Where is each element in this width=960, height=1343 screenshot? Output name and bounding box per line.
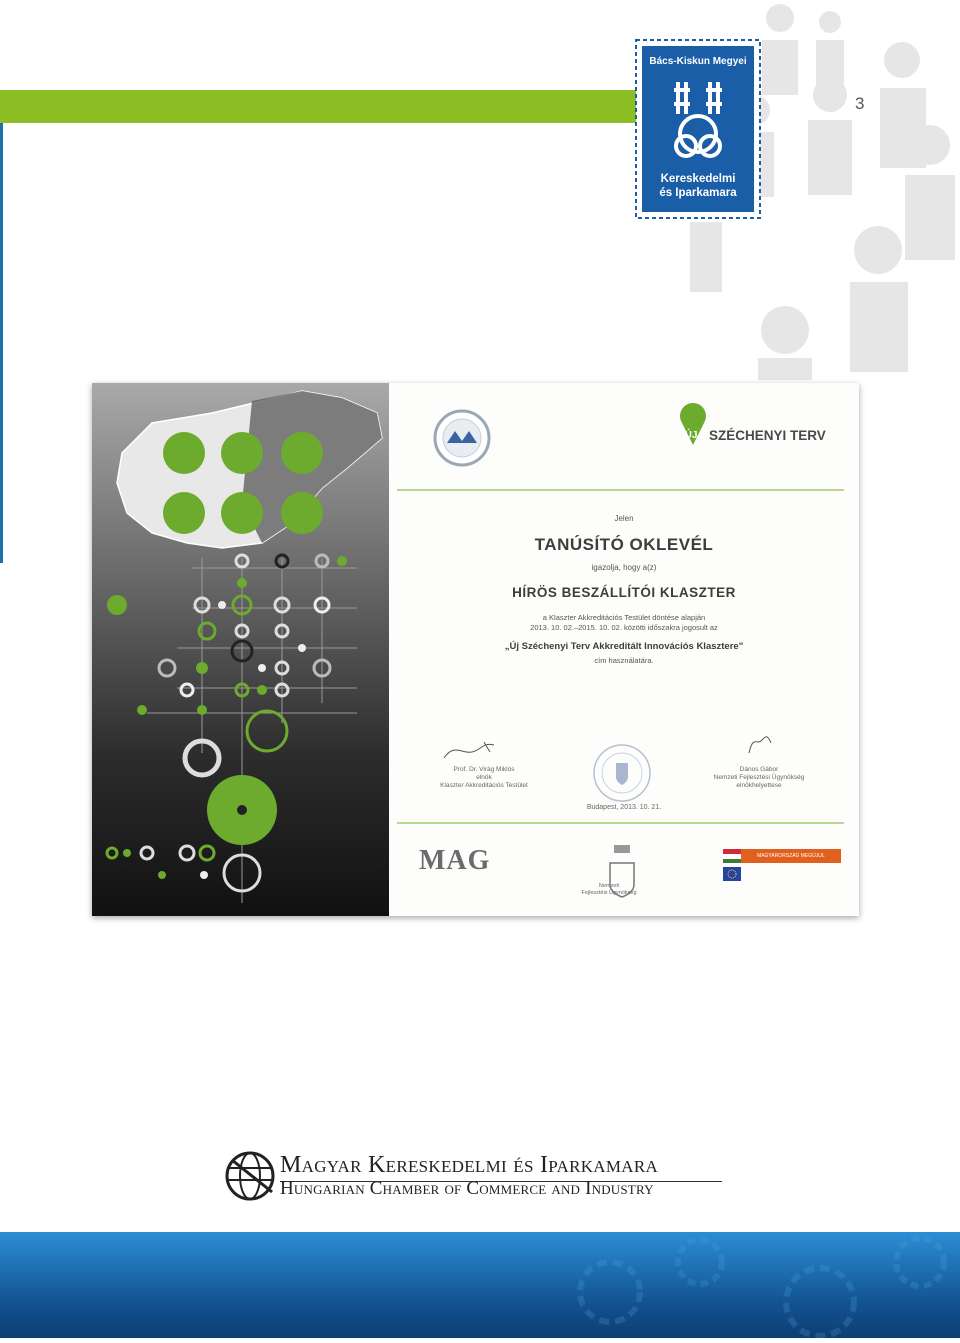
cert-place-date: Budapest, 2013. 10. 21. [586, 804, 662, 811]
mag-logo: MAG [419, 845, 491, 876]
certificate-text-panel [389, 383, 859, 916]
signatory-left [389, 766, 579, 790]
cert-title: TANÚSÍTÓ OKLEVÉL [534, 535, 714, 554]
cert-igazolja: igazolja, hogy a(z) [591, 563, 657, 572]
gear-pattern-decoration [0, 1232, 960, 1338]
signatory-left-name: Prof. Dr. Virág Miklós [453, 766, 515, 773]
cert-basis-line1: a Klaszter Akkreditációs Testület döntése alapján [542, 613, 706, 622]
chamber-name-english: Hungarian Chamber of Commerce and Industry [280, 1178, 654, 1199]
certificate-artwork [92, 383, 389, 916]
ngm-line2: Fejlesztési Ügynökség [581, 889, 637, 896]
stamp-name-line2: és Iparkamara [659, 187, 737, 199]
page-number: 3 [855, 94, 865, 113]
header-green-bar [0, 90, 640, 123]
footer-blue-band [0, 1232, 960, 1338]
signatory-right-org: Nemzeti Fejlesztési Ügynökség [713, 774, 805, 781]
stamp-name-text [628, 172, 768, 200]
globe-icon [224, 1150, 276, 1202]
signatory-left-org: Klaszter Akkreditációs Testület [440, 782, 528, 789]
chamber-stamp-logo [628, 34, 768, 224]
signatory-right [669, 766, 849, 790]
eu-banner-label: MAGYARORSZÁG MEGÚJUL [757, 853, 825, 859]
chamber-footer-logo [222, 1148, 742, 1204]
cert-use: cím használatára. [594, 656, 654, 665]
ngm-logo-label [559, 883, 659, 896]
signatory-left-role: elnök [476, 774, 492, 781]
left-edge-stripe [0, 123, 3, 563]
cert-basis-line2: 2013. 10. 02.–2015. 10. 02. közötti időszakra jogosult az [530, 623, 718, 632]
certificate-image [92, 383, 859, 916]
stamp-name-line1: Kereskedelmi [660, 173, 736, 185]
stamp-region-text: Bács-Kiskun Megyei [649, 56, 747, 67]
cert-basis [389, 613, 859, 633]
ngm-line1: Nemzeti [598, 883, 620, 889]
chamber-name-hungarian: Magyar Kereskedelmi és Iparkamara [280, 1152, 659, 1178]
cert-cluster-name: HÍRÖS BESZÁLLÍTÓI KLASZTER [512, 585, 736, 600]
cert-award: „Új Széchenyi Terv Akkreditált Innovációs Klasztere" [504, 641, 744, 652]
szechenyi-terv-text: SZÉCHENYI TERV [709, 428, 826, 443]
szechenyi-uj-label: ÚJ [684, 430, 698, 441]
signatory-right-name: Dános Gábor [739, 766, 779, 773]
signatory-right-role: elnökhelyettese [736, 782, 782, 789]
cert-jelen: Jelen [614, 514, 634, 523]
